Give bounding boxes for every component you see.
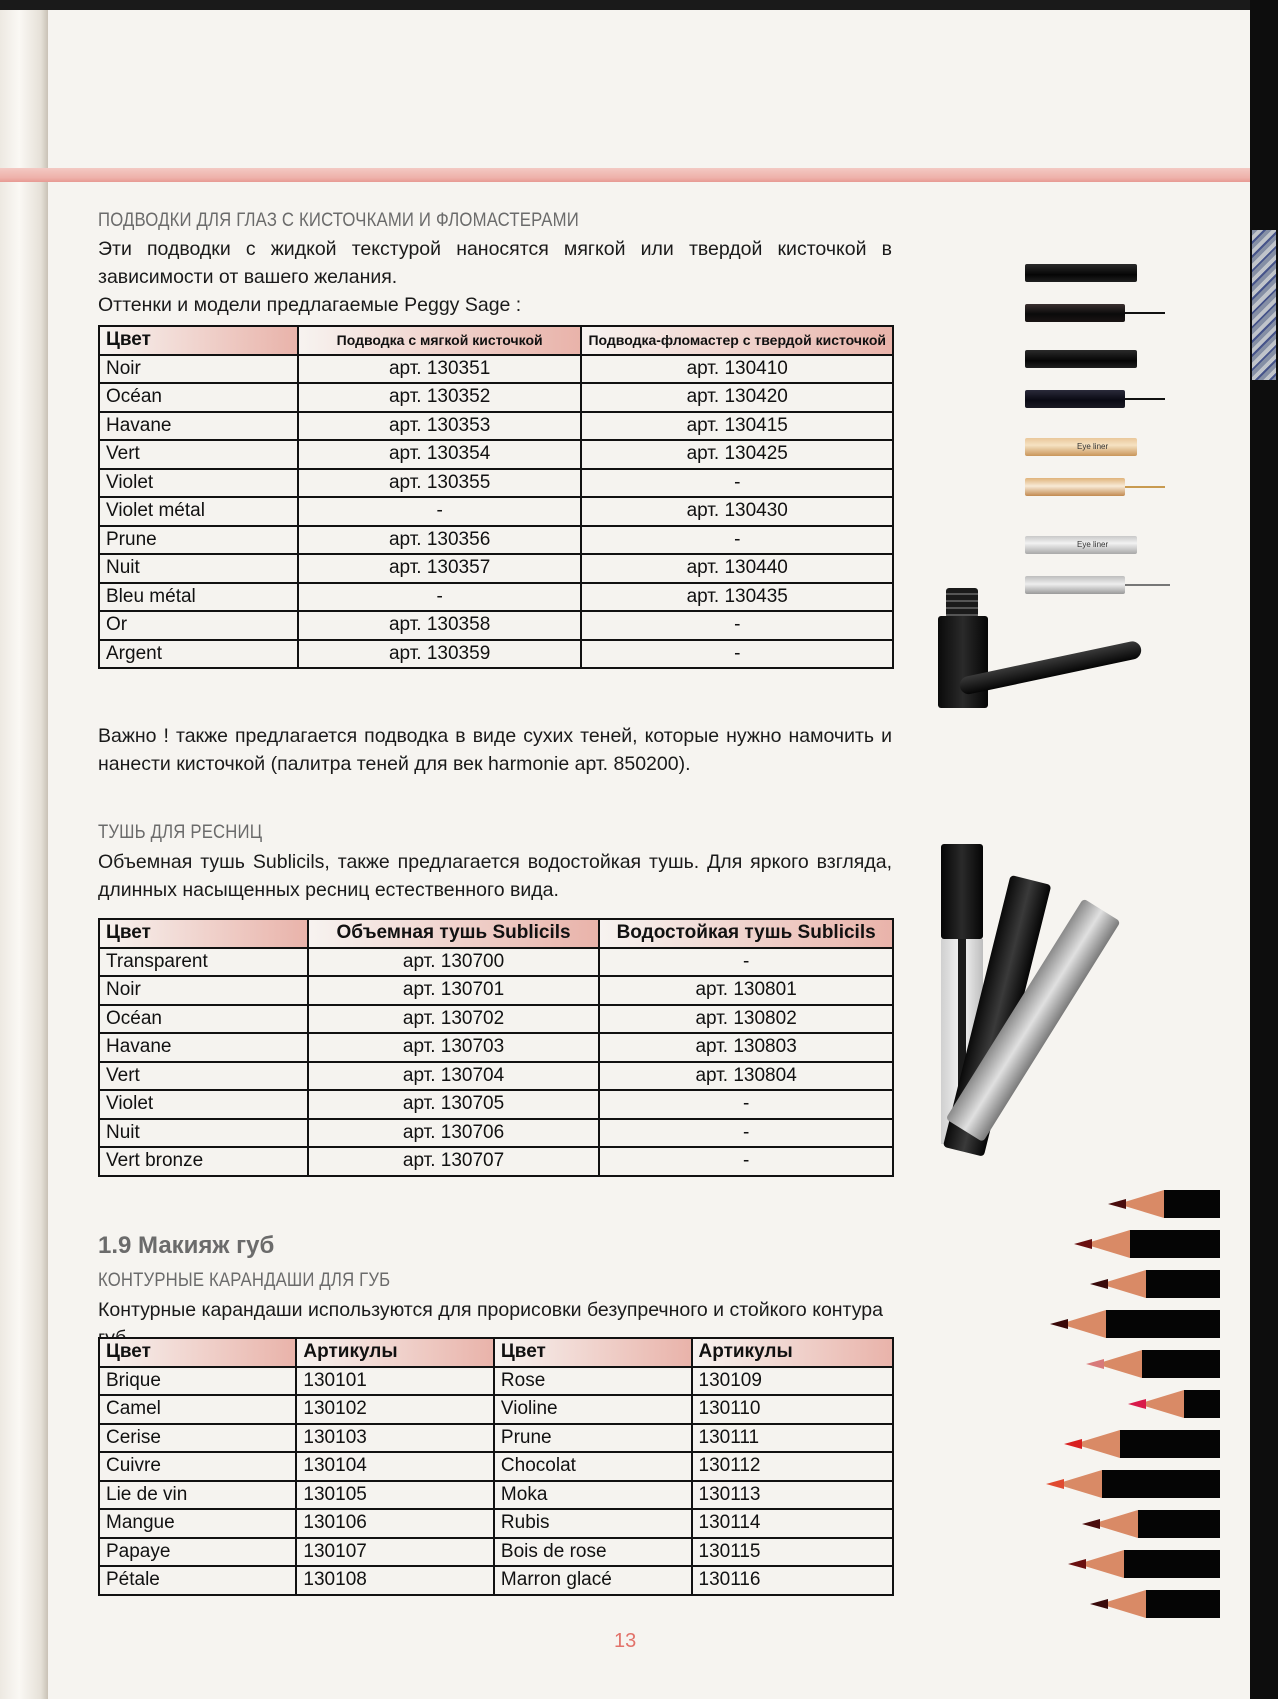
article-cell: арт. 130705 [308,1090,599,1119]
eyeliner-tip [1125,398,1165,400]
pencil-body [1164,1190,1220,1218]
article-cell: арт. 130415 [581,412,893,441]
table-row [99,1424,893,1453]
eyeliner-pen-gold [1025,478,1125,496]
color-name-cell: Transparent [99,948,308,977]
article-cell: арт. 130804 [599,1062,893,1091]
lip-pencil [1086,1350,1220,1378]
article-cell: 130105 [296,1481,494,1510]
color-name-cell: Bois de rose [494,1538,692,1567]
pencil-body [1130,1230,1220,1258]
color-name-cell: Pétale [99,1566,296,1595]
eyeliner-heading: ПОДВОДКИ ДЛЯ ГЛАЗ С КИСТОЧКАМИ И ФЛОМАСТЕРАМИ [98,210,579,231]
table-row [99,1367,893,1396]
table-row [99,469,893,498]
color-name-cell: Moka [494,1481,692,1510]
article-cell: - [298,497,582,526]
color-name-cell: Papaye [99,1538,296,1567]
article-cell: арт. 130440 [581,554,893,583]
color-name-cell: Cuivre [99,1452,296,1481]
article-cell: 130106 [296,1509,494,1538]
catalog-page [0,10,1250,1699]
eyeliner-intro-shades: Оттенки и модели предлагаемые Peggy Sage : [98,294,522,316]
color-name-cell: Vert [99,440,298,469]
table-row [99,497,893,526]
pencil-lead [1086,1359,1104,1369]
eyeliner-label: Eye liner [1077,540,1109,549]
column-header: Цвет [99,919,308,948]
pencil-lead [1046,1479,1064,1489]
table-header-row [99,1338,893,1367]
table-header-row [99,919,893,948]
article-cell: 130108 [296,1566,494,1595]
color-name-cell: Violet [99,1090,308,1119]
table-row [99,383,893,412]
mascara-heading: ТУШЬ ДЛЯ РЕСНИЦ [98,822,263,843]
pencil-body [1184,1390,1220,1418]
article-cell: арт. 130410 [581,355,893,384]
table-row [99,412,893,441]
article-cell: - [599,1119,893,1148]
eyeliner-pen-navy [1025,390,1125,408]
article-cell: арт. 130430 [581,497,893,526]
table-row [99,526,893,555]
color-name-cell: Vert bronze [99,1147,308,1176]
article-cell: - [599,1147,893,1176]
pencil-lead [1068,1559,1086,1569]
article-cell: 130114 [692,1509,894,1538]
table-row [99,611,893,640]
table-row [99,1147,893,1176]
table-row [99,583,893,612]
eyeliner-note: Важно ! также предлагается подводка в виде сухих теней, которые нужно намочить и нанести кисточкой (палитра теней для век harmonie арт. 850200). [98,725,892,775]
eyeliner-tip [1125,486,1165,488]
article-cell: арт. 130356 [298,526,582,555]
table-row [99,1062,893,1091]
table-row [99,1481,893,1510]
color-name-cell: Nuit [99,1119,308,1148]
article-cell: 130116 [692,1566,894,1595]
article-cell: 130107 [296,1538,494,1567]
color-name-cell: Océan [99,1005,308,1034]
eyeliner-cap-black [1025,350,1137,368]
pencil-lead [1108,1199,1126,1209]
article-cell: арт. 130707 [308,1147,599,1176]
column-header: Водостойкая тушь Sublicils [599,919,893,948]
column-header: Цвет [99,326,298,355]
table-row [99,1452,893,1481]
lip-pencil-table [98,1337,894,1596]
header-band [0,168,1250,182]
article-cell: арт. 130355 [298,469,582,498]
table-header-row [99,326,893,355]
eyeliner-label: Eye liner [1077,442,1109,451]
article-cell: арт. 130802 [599,1005,893,1034]
pencil-lead [1128,1399,1146,1409]
color-name-cell: Violine [494,1395,692,1424]
color-name-cell: Havane [99,412,298,441]
pencil-body [1124,1550,1220,1578]
color-name-cell: Prune [494,1424,692,1453]
article-cell: арт. 130353 [298,412,582,441]
pencil-body [1120,1430,1220,1458]
lip-pencil [1046,1470,1220,1498]
lip-section-title: 1.9 Макияж губ [98,1232,275,1259]
color-name-cell: Cerise [99,1424,296,1453]
page-number: 13 [614,1630,637,1652]
pencil-body [1102,1470,1220,1498]
background-fabric [1252,230,1276,380]
table-row [99,1005,893,1034]
color-name-cell: Noir [99,355,298,384]
color-name-cell: Brique [99,1367,296,1396]
eyeliner-intro: Эти подводки с жидкой текстурой наносятся мягкой или твердой кисточкой в зависимости от вашего желания. [98,238,892,288]
color-name-cell: Nuit [99,554,298,583]
eyeliner-cap-silver [1025,536,1137,554]
article-cell: арт. 130351 [298,355,582,384]
pencil-lead [1082,1519,1100,1529]
lip-pencil [1064,1430,1220,1458]
table-row [99,1033,893,1062]
color-name-cell: Argent [99,640,298,669]
color-name-cell: Lie de vin [99,1481,296,1510]
article-cell: арт. 130359 [298,640,582,669]
lip-pencil-heading: КОНТУРНЫЕ КАРАНДАШИ ДЛЯ ГУБ [98,1270,391,1291]
article-cell: арт. 130357 [298,554,582,583]
color-name-cell: Noir [99,976,308,1005]
article-cell: - [581,469,893,498]
column-header: Цвет [494,1338,692,1367]
mascara-intro: Объемная тушь Sublicils, также предлагается водостойкая тушь. Для яркого взгляда, длинных насыщенных ресниц естественного вида. [98,851,892,901]
pencil-body [1146,1590,1220,1618]
lip-pencil [1082,1510,1220,1538]
lip-pencil [1090,1590,1220,1618]
color-name-cell: Vert [99,1062,308,1091]
article-cell: арт. 130706 [308,1119,599,1148]
column-header: Артикулы [296,1338,494,1367]
pencil-lead [1074,1239,1092,1249]
pencil-body [1106,1310,1220,1338]
color-name-cell: Océan [99,383,298,412]
article-cell: 130112 [692,1452,894,1481]
table-row [99,976,893,1005]
color-name-cell: Camel [99,1395,296,1424]
table-row [99,1119,893,1148]
pencil-body [1142,1350,1220,1378]
article-cell: 130103 [296,1424,494,1453]
page-edge [1250,0,1278,1699]
color-name-cell: Or [99,611,298,640]
column-header: Объемная тушь Sublicils [308,919,599,948]
eyeliner-cap-gold [1025,438,1137,456]
lip-pencil [1108,1190,1220,1218]
article-cell: арт. 130352 [298,383,582,412]
bottle-neck [946,588,978,618]
mascara-table [98,918,894,1177]
article-cell: 130104 [296,1452,494,1481]
table-row [99,440,893,469]
column-header: Подводка с мягкой кисточкой [298,326,582,355]
article-cell: арт. 130354 [298,440,582,469]
article-cell: арт. 130435 [581,583,893,612]
pencil-lead [1090,1279,1108,1289]
lip-pencil [1074,1230,1220,1258]
pencil-lead [1064,1439,1082,1449]
mascara-cap-transparent [941,844,983,939]
article-cell: арт. 130704 [308,1062,599,1091]
lip-pencil-intro: Контурные карандаши используются для прорисовки безупречного и стойкого контура [98,1299,883,1321]
table-row [99,640,893,669]
color-name-cell: Violet métal [99,497,298,526]
lip-pencil [1128,1390,1220,1418]
column-header: Цвет [99,1338,296,1367]
table-row [99,355,893,384]
color-name-cell: Prune [99,526,298,555]
color-name-cell: Marron glacé [494,1566,692,1595]
article-cell: арт. 130803 [599,1033,893,1062]
article-cell: арт. 130701 [308,976,599,1005]
article-cell: арт. 130801 [599,976,893,1005]
lip-pencil [1090,1270,1220,1298]
article-cell: арт. 130425 [581,440,893,469]
lip-pencil [1068,1550,1220,1578]
table-row [99,1509,893,1538]
article-cell: 130102 [296,1395,494,1424]
eyeliner-tip [1125,584,1170,586]
table-row [99,554,893,583]
book-spine [0,10,48,1699]
article-cell: - [599,1090,893,1119]
color-name-cell: Violet [99,469,298,498]
pencil-body [1138,1510,1220,1538]
article-cell: - [599,948,893,977]
article-cell: арт. 130703 [308,1033,599,1062]
table-row [99,948,893,977]
table-row [99,1395,893,1424]
article-cell: 130115 [692,1538,894,1567]
article-cell: 130109 [692,1367,894,1396]
eyeliner-tip [1125,312,1165,314]
eyeliner-pen-black [1025,304,1125,322]
table-row [99,1566,893,1595]
pencil-lead [1090,1599,1108,1609]
eyeliner-pen-silver [1025,576,1125,594]
eyeliner-table [98,325,894,669]
eyeliner-cap-black [1025,264,1137,282]
article-cell: арт. 130420 [581,383,893,412]
article-cell: - [581,640,893,669]
article-cell: 130113 [692,1481,894,1510]
article-cell: - [581,526,893,555]
article-cell: арт. 130700 [308,948,599,977]
article-cell: 130101 [296,1367,494,1396]
color-name-cell: Havane [99,1033,308,1062]
article-cell: - [298,583,582,612]
pencil-lead [1050,1319,1068,1329]
article-cell: - [581,611,893,640]
article-cell: 130110 [692,1395,894,1424]
article-cell: арт. 130358 [298,611,582,640]
table-row [99,1090,893,1119]
column-header: Артикулы [692,1338,894,1367]
color-name-cell: Mangue [99,1509,296,1538]
article-cell: арт. 130702 [308,1005,599,1034]
pencil-body [1146,1270,1220,1298]
color-name-cell: Bleu métal [99,583,298,612]
table-row [99,1538,893,1567]
color-name-cell: Rubis [494,1509,692,1538]
bottle-body [938,616,988,708]
color-name-cell: Chocolat [494,1452,692,1481]
lip-pencil [1050,1310,1220,1338]
color-name-cell: Rose [494,1367,692,1396]
article-cell: 130111 [692,1424,894,1453]
column-header: Подводка-фломастер с твердой кисточкой [581,326,893,355]
